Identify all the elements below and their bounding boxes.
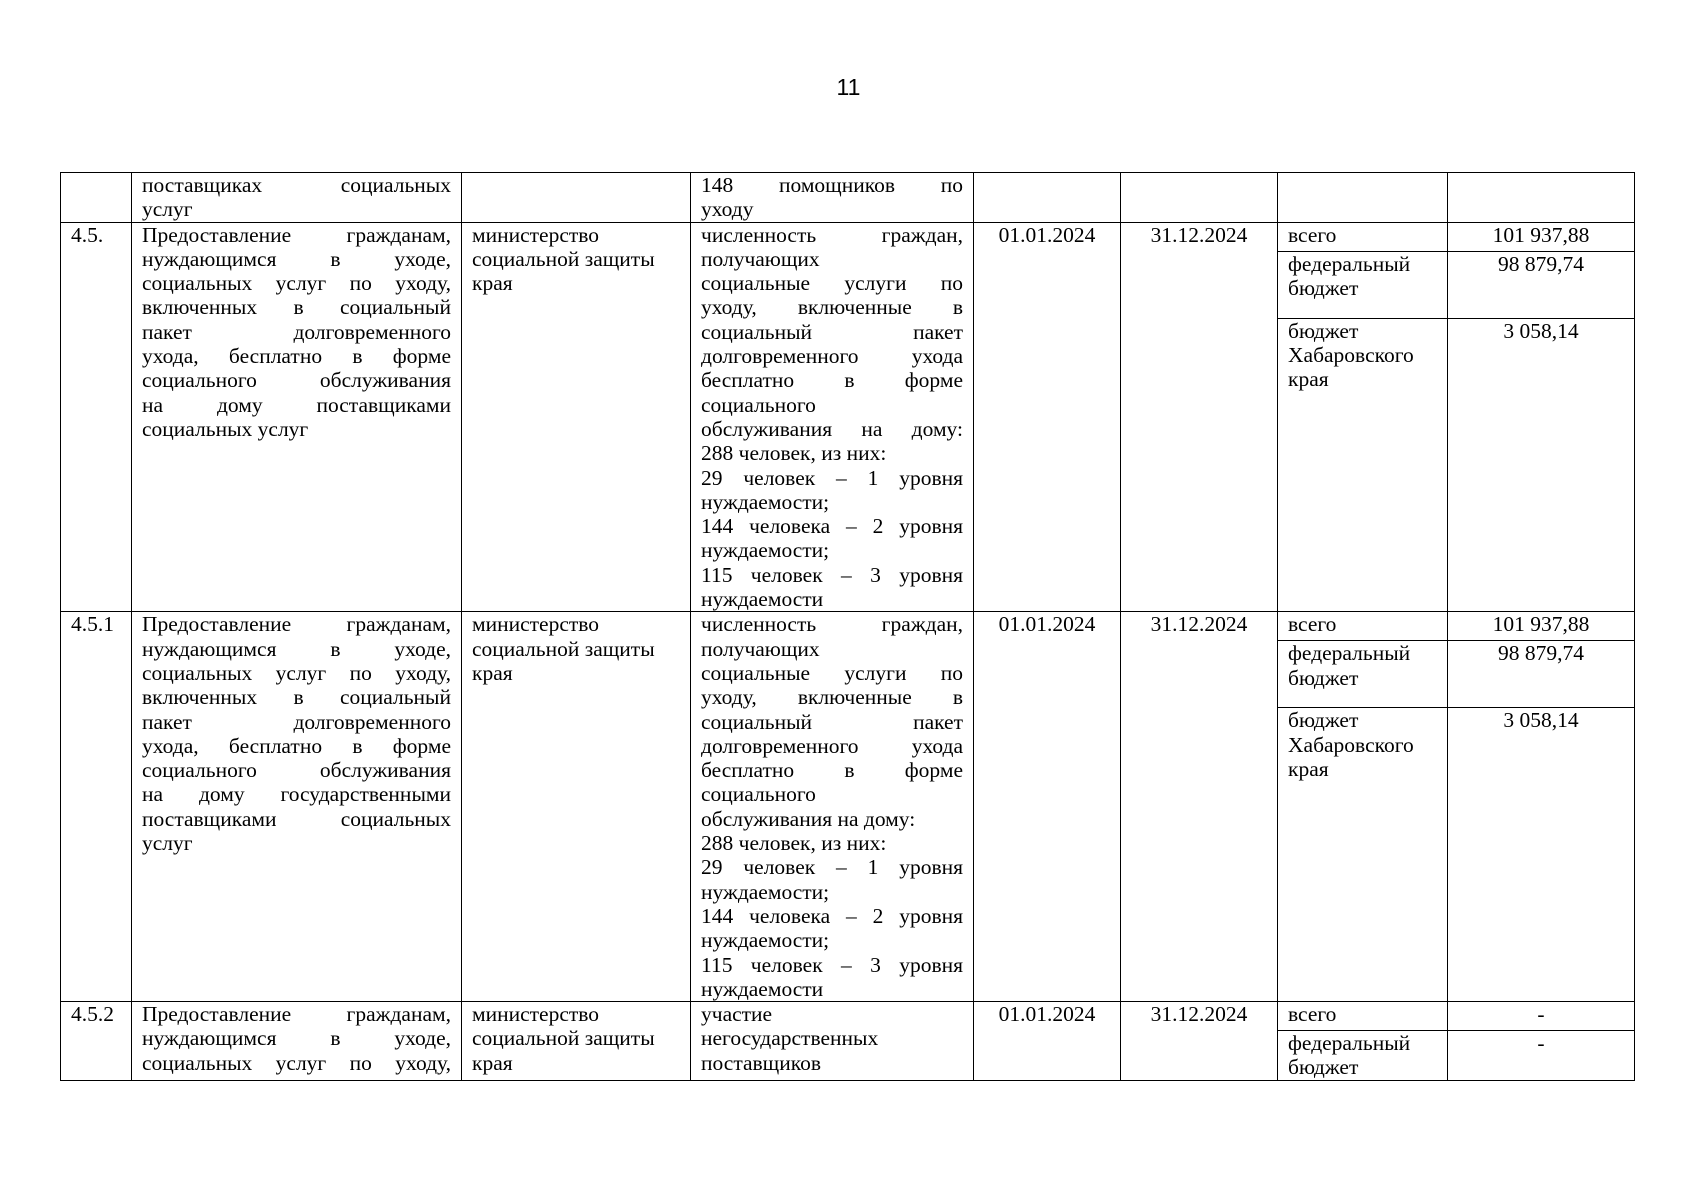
text-line: поставщиками социальных <box>142 806 451 831</box>
text-line: социальных услуг по уходу, <box>142 271 451 296</box>
funding-amount-cell: 101 937,88 <box>1448 222 1635 251</box>
text-line: 115 человек – 3 уровня <box>701 562 963 587</box>
text-line: Предоставление гражданам, <box>142 1002 451 1027</box>
text-line: социального обслуживания <box>142 368 451 393</box>
text-line: обслуживания на дому: <box>701 416 963 441</box>
text-line: 144 человека – 2 уровня <box>701 903 963 928</box>
funding-amount-cell: 3 058,14 <box>1448 318 1635 612</box>
start-date-cell: 01.01.2024 <box>974 1002 1121 1081</box>
funding-source-cell: всего <box>1278 612 1448 641</box>
text-line: негосударственных <box>701 1026 879 1051</box>
funding-source-cell: бюджет Хабаровского края <box>1278 708 1448 1002</box>
executor-cell: министерство социальной защиты края <box>462 1002 691 1081</box>
funding-source-cell: федеральный бюджет <box>1278 641 1448 708</box>
text-line: 144 человека – 2 уровня <box>701 514 963 539</box>
row-number-cell: 4.5.1 <box>61 612 132 1002</box>
funding-amount-cell: 98 879,74 <box>1448 251 1635 318</box>
funding-amount-cell: - <box>1448 1002 1635 1031</box>
table-row <box>61 222 1635 251</box>
text-line: получающих <box>701 246 820 271</box>
executor-cell: министерство социальной защиты края <box>462 612 691 1002</box>
text-line: нуждающимся в уходе, <box>142 246 451 271</box>
text-line: долговременного ухода <box>701 344 963 369</box>
text-line: 148 помощников по <box>701 173 963 197</box>
text-line: уходу, включенные в <box>701 295 963 320</box>
indicator-cell <box>691 222 974 612</box>
funding-amount-cell: 98 879,74 <box>1448 641 1635 708</box>
page-number: 11 <box>836 74 861 100</box>
executor-cell: министерство социальной защиты края <box>462 222 691 612</box>
measure-name-cell <box>132 222 462 612</box>
text-line: 29 человек – 1 уровня <box>701 465 963 490</box>
table-row <box>61 1002 1635 1031</box>
table-row <box>61 173 1635 223</box>
funding-amount-cell: - <box>1448 1031 1635 1081</box>
row-number-cell: 4.5. <box>61 222 132 612</box>
end-date-cell: 31.12.2024 <box>1121 612 1278 1002</box>
row-number-cell: 4.5.2 <box>61 1002 132 1081</box>
indicator-cell <box>691 1002 974 1081</box>
executor-cell <box>462 173 691 223</box>
text-line: Предоставление гражданам, <box>142 222 451 247</box>
text-line: ухода, бесплатно в форме <box>142 344 451 369</box>
text-line: нуждающимся в уходе, <box>142 636 451 661</box>
text-line: социальный пакет <box>701 319 963 344</box>
text-line: социальный пакет <box>701 709 963 734</box>
funding-source-cell: всего <box>1278 222 1448 251</box>
text-line: услуг <box>142 831 193 856</box>
text-line: пакет долговременного <box>142 319 451 344</box>
text-line: социального <box>701 782 816 807</box>
text-line: нуждаемости; <box>701 928 830 953</box>
funding-source-cell: бюджет Хабаровского края <box>1278 318 1448 612</box>
indicator-cell <box>691 173 974 223</box>
text-line: социального <box>701 392 816 417</box>
start-date-cell <box>974 173 1121 223</box>
text-line: участие <box>701 1002 773 1027</box>
funding-source-cell: федеральный бюджет <box>1278 1031 1448 1081</box>
start-date-cell: 01.01.2024 <box>974 612 1121 1002</box>
funding-amount-cell: 101 937,88 <box>1448 612 1635 641</box>
text-line: нуждаемости <box>701 976 824 1001</box>
text-line: социальных услуг <box>142 416 309 441</box>
row-number-cell <box>61 173 132 223</box>
text-line: пакет долговременного <box>142 709 451 734</box>
text-line: социальных услуг по уходу, <box>142 1050 451 1075</box>
measures-table <box>60 172 1635 1081</box>
text-line: услуг <box>142 197 193 222</box>
text-line: получающих <box>701 636 820 661</box>
text-line: Предоставление гражданам, <box>142 612 451 637</box>
funding-amount-cell: 3 058,14 <box>1448 708 1635 1002</box>
text-line: на дому поставщиками <box>142 392 451 417</box>
text-line: социальные услуги по <box>701 271 963 296</box>
text-line: бесплатно в форме <box>701 758 963 783</box>
text-line: 288 человек, из них: <box>701 441 887 466</box>
text-line: бесплатно в форме <box>701 368 963 393</box>
text-line: численность граждан, <box>701 222 963 247</box>
end-date-cell: 31.12.2024 <box>1121 1002 1278 1081</box>
text-line: 115 человек – 3 уровня <box>701 952 963 977</box>
text-line: социальные услуги по <box>701 660 963 685</box>
text-line: включенных в социальный <box>142 295 451 320</box>
funding-source-cell: всего <box>1278 1002 1448 1031</box>
measure-name-cell <box>132 1002 462 1081</box>
text-line: поставщиков <box>701 1050 822 1075</box>
text-line: нуждаемости; <box>701 538 830 563</box>
text-line: долговременного ухода <box>701 733 963 758</box>
text-line: 288 человек, из них: <box>701 831 887 856</box>
table-row <box>61 612 1635 641</box>
indicator-cell <box>691 612 974 1002</box>
text-line: нуждаемости <box>701 587 824 612</box>
text-line: ухода, бесплатно в форме <box>142 733 451 758</box>
text-line: социальных услуг по уходу, <box>142 660 451 685</box>
text-line: уходу, включенные в <box>701 685 963 710</box>
text-line: нуждаемости; <box>701 879 830 904</box>
text-line: социального обслуживания <box>142 758 451 783</box>
text-line: поставщиках социальных <box>142 173 451 197</box>
text-line: нуждающимся в уходе, <box>142 1026 451 1051</box>
text-line: обслуживания на дому: <box>701 806 916 831</box>
measure-name-cell <box>132 612 462 1002</box>
text-line: уходу <box>701 197 754 222</box>
text-line: на дому государственными <box>142 782 451 807</box>
measure-name-cell <box>132 173 462 223</box>
text-line: нуждаемости; <box>701 489 830 514</box>
text-line: 29 человек – 1 уровня <box>701 855 963 880</box>
start-date-cell: 01.01.2024 <box>974 222 1121 612</box>
end-date-cell <box>1121 173 1278 223</box>
funding-source-cell <box>1278 173 1448 223</box>
text-line: численность граждан, <box>701 612 963 637</box>
end-date-cell: 31.12.2024 <box>1121 222 1278 612</box>
funding-amount-cell <box>1448 173 1635 223</box>
funding-source-cell: федеральный бюджет <box>1278 251 1448 318</box>
text-line: включенных в социальный <box>142 685 451 710</box>
